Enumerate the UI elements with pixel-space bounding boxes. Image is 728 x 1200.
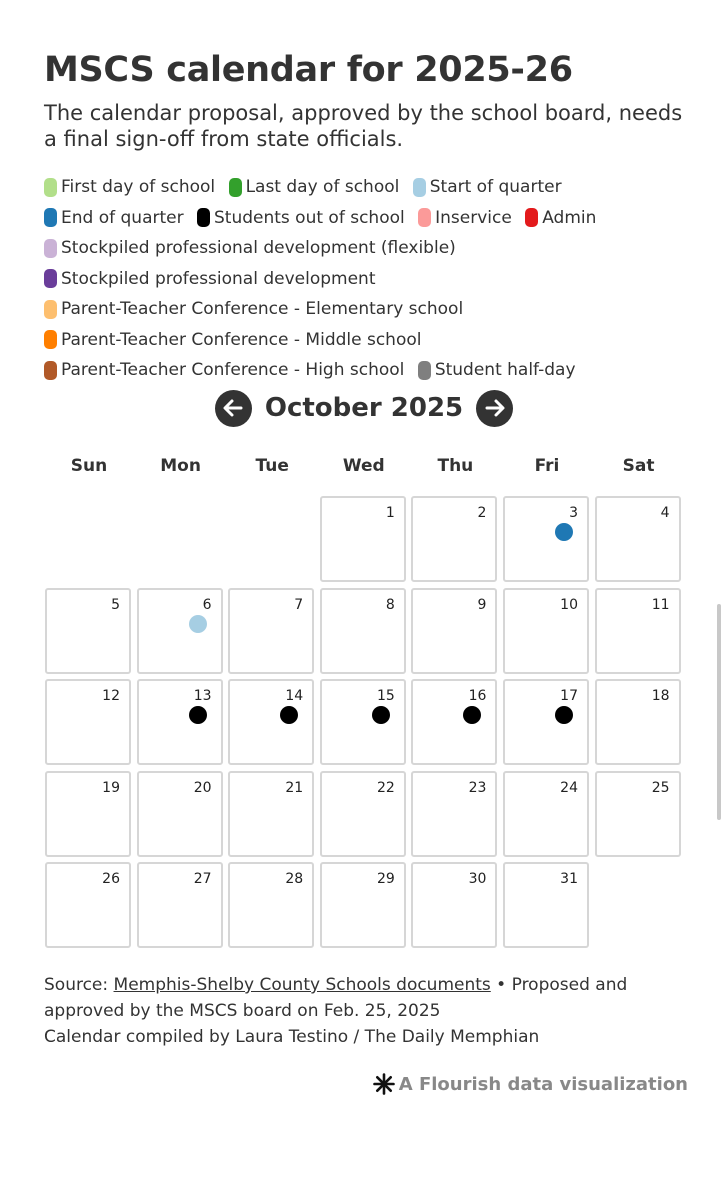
- legend-swatch: [44, 300, 57, 319]
- weekday-fri: Fri: [534, 456, 560, 476]
- day-cell-29[interactable]: [320, 862, 406, 948]
- footer: [44, 972, 684, 1050]
- month-label: October 2025: [264, 393, 464, 423]
- legend-label: Stockpiled professional development: [61, 268, 376, 289]
- day-cell-17[interactable]: [503, 679, 589, 765]
- legend-item: [413, 174, 562, 200]
- day-number: 6: [202, 596, 212, 613]
- day-number: 28: [285, 871, 304, 888]
- day-cell-23[interactable]: [411, 771, 497, 857]
- page-title: MSCS calendar for 2025-26: [44, 50, 573, 90]
- legend-item: [44, 266, 376, 292]
- event-dot[interactable]: [372, 706, 390, 724]
- legend-swatch: [413, 178, 426, 197]
- legend-item: [44, 205, 184, 231]
- legend-label: Admin: [542, 207, 597, 228]
- source-prefix: Source:: [44, 975, 114, 995]
- legend-item: [418, 205, 512, 231]
- day-cell-25[interactable]: [595, 771, 681, 857]
- legend-label: Last day of school: [245, 177, 400, 197]
- legend-swatch: [418, 208, 431, 227]
- legend-item: [44, 327, 422, 353]
- day-cell-9[interactable]: [411, 588, 497, 674]
- day-cell-19[interactable]: [45, 771, 131, 857]
- day-number: 13: [193, 688, 212, 705]
- day-cell-13[interactable]: [137, 679, 223, 765]
- next-month-button[interactable]: [476, 390, 513, 427]
- event-dot[interactable]: [555, 706, 573, 724]
- legend-item: [44, 235, 456, 261]
- legend-item: [44, 174, 215, 200]
- legend-swatch: [44, 208, 57, 227]
- legend-label: First day of school: [61, 177, 216, 197]
- day-number: 16: [468, 688, 487, 705]
- legend-label: Parent-Teacher Conference - Middle school: [61, 329, 422, 350]
- day-cell-3[interactable]: [503, 496, 589, 582]
- month-navigation: [0, 386, 728, 430]
- day-cell-14[interactable]: [228, 679, 314, 765]
- legend-swatch: [229, 178, 242, 197]
- event-dot[interactable]: [555, 523, 573, 541]
- day-number: 17: [560, 688, 578, 705]
- day-number: 21: [285, 779, 304, 796]
- day-number: 4: [660, 505, 670, 521]
- source-line: [44, 972, 684, 1024]
- weekday-sat: Sat: [622, 456, 655, 476]
- page-subtitle: The calendar proposal, approved by the school board, needs a final sign-off from state officials.: [44, 101, 683, 151]
- legend-swatch: [525, 208, 538, 227]
- flourish-asterisk-icon: [373, 1073, 395, 1095]
- day-number: 24: [560, 779, 578, 796]
- day-cell-5[interactable]: [45, 588, 131, 674]
- legend-label: Start of quarter: [429, 177, 562, 197]
- day-number: 9: [477, 596, 487, 613]
- day-number: 14: [285, 688, 304, 705]
- source-note: • Proposed and approved by the MSCS board on Feb. 25, 2025: [44, 975, 628, 1021]
- legend: [44, 174, 684, 388]
- weekday-wed: Wed: [342, 456, 385, 476]
- legend-label: Stockpiled professional development (flexible): [61, 238, 456, 258]
- legend-item: [525, 205, 596, 231]
- legend-label: Inservice: [435, 207, 512, 228]
- day-number: 23: [468, 779, 487, 796]
- legend-swatch: [44, 269, 57, 288]
- day-cell-31[interactable]: [503, 862, 589, 948]
- day-cell-12[interactable]: [45, 679, 131, 765]
- day-number: 29: [376, 871, 395, 888]
- flourish-label: A Flourish data visualization: [398, 1073, 688, 1095]
- event-dot[interactable]: [280, 706, 298, 724]
- weekday-tue: Tue: [255, 456, 289, 476]
- day-cell-20[interactable]: [137, 771, 223, 857]
- legend-swatch: [197, 208, 210, 227]
- credit-line: Calendar compiled by Laura Testino / The Daily Memphian: [44, 1027, 540, 1047]
- event-dot[interactable]: [463, 706, 481, 724]
- legend-label: Student half-day: [434, 360, 576, 380]
- day-number: 19: [102, 779, 120, 796]
- weekday-mon: Mon: [160, 456, 201, 476]
- arrow-left-icon: [222, 397, 244, 419]
- day-number: 7: [294, 596, 304, 613]
- day-cell-10[interactable]: [503, 588, 589, 674]
- day-cell-21[interactable]: [228, 771, 314, 857]
- legend-swatch: [418, 361, 431, 380]
- legend-item: [418, 357, 576, 383]
- event-dot[interactable]: [189, 615, 207, 633]
- legend-item: [229, 174, 400, 200]
- day-number: 31: [560, 871, 578, 888]
- legend-swatch: [44, 178, 57, 197]
- legend-label: Students out of school: [214, 207, 405, 228]
- event-dot[interactable]: [189, 706, 207, 724]
- day-number: 5: [111, 596, 120, 613]
- arrow-right-icon: [484, 397, 506, 419]
- day-cell-16[interactable]: [411, 679, 497, 765]
- legend-swatch: [44, 239, 57, 258]
- day-cell-1[interactable]: [320, 496, 406, 582]
- day-number: 10: [560, 596, 578, 613]
- day-number: 30: [468, 871, 487, 888]
- day-cell-30[interactable]: [411, 862, 497, 948]
- day-cell-22[interactable]: [320, 771, 406, 857]
- legend-label: Parent-Teacher Conference - Elementary school: [61, 299, 464, 319]
- day-cell-27[interactable]: [137, 862, 223, 948]
- day-cell-8[interactable]: [320, 588, 406, 674]
- legend-swatch: [44, 361, 57, 380]
- day-cell-26[interactable]: [45, 862, 131, 948]
- day-number: 18: [651, 688, 670, 705]
- day-cell-24[interactable]: [503, 771, 589, 857]
- weekday-thu: Thu: [437, 456, 474, 476]
- legend-label: End of quarter: [61, 207, 184, 228]
- day-number: 8: [385, 596, 395, 613]
- day-cell-2[interactable]: [411, 496, 497, 582]
- legend-item: [44, 296, 463, 322]
- day-number: 2: [477, 505, 487, 521]
- day-number: 26: [102, 871, 120, 888]
- legend-item: [197, 205, 405, 231]
- source-link[interactable]: Memphis-Shelby County Schools documents: [113, 975, 491, 995]
- day-number: 3: [569, 505, 578, 521]
- day-number: 1: [385, 505, 395, 521]
- day-number: 25: [651, 779, 670, 796]
- day-cell-28[interactable]: [228, 862, 314, 948]
- day-cell-11[interactable]: [595, 588, 681, 674]
- weekday-sun: Sun: [70, 456, 108, 476]
- day-cell-4[interactable]: [595, 496, 681, 582]
- scrollbar[interactable]: [717, 604, 721, 820]
- day-number: 22: [376, 779, 395, 796]
- legend-label: Parent-Teacher Conference - High school: [61, 360, 405, 380]
- day-cell-18[interactable]: [595, 679, 681, 765]
- day-number: 27: [193, 871, 212, 888]
- day-number: 20: [193, 779, 212, 796]
- flourish-credit[interactable]: [373, 1073, 688, 1095]
- legend-item: [44, 357, 404, 383]
- day-cell-15[interactable]: [320, 679, 406, 765]
- day-cell-7[interactable]: [228, 588, 314, 674]
- day-number: 11: [651, 596, 670, 613]
- legend-swatch: [44, 330, 57, 349]
- previous-month-button[interactable]: [215, 390, 252, 427]
- day-cell-6[interactable]: [137, 588, 223, 674]
- day-number: 15: [376, 688, 395, 705]
- day-number: 12: [102, 688, 120, 705]
- weekday-header: [44, 456, 684, 480]
